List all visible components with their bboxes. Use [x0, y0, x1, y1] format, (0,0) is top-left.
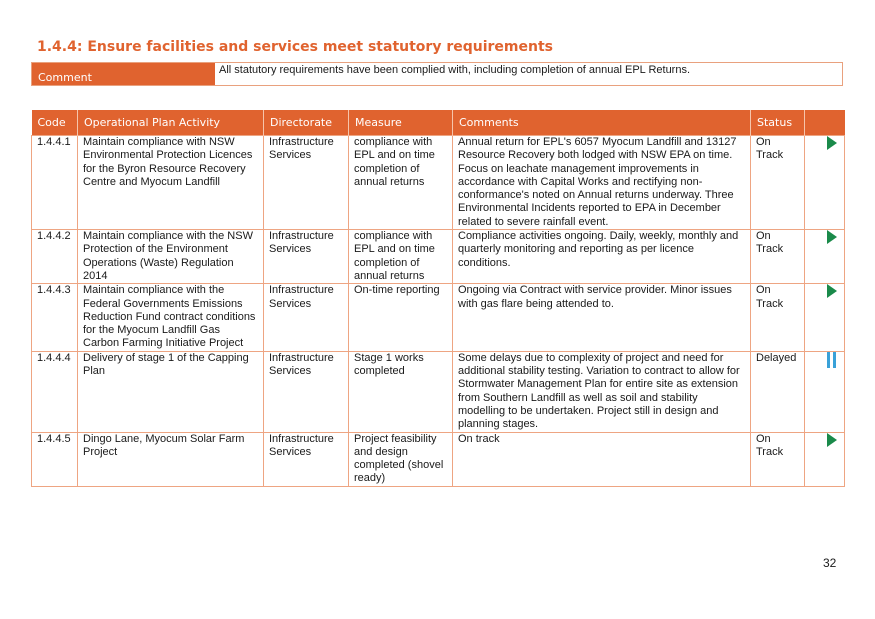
cell-measure: On-time reporting	[349, 284, 453, 351]
cell-status-icon	[805, 432, 845, 486]
col-header-status-icon	[805, 110, 845, 136]
cell-status-icon	[805, 136, 845, 230]
cell-status: On Track	[751, 284, 805, 351]
cell-code: 1.4.4.1	[32, 136, 78, 230]
cell-activity: Maintain compliance with the Federal Governments Emissions Reduction Fund contract conditions for the Myocum Landfill Gas Carbon Farming Initiative Project	[78, 284, 264, 351]
cell-directorate: Infrastructure Services	[264, 284, 349, 351]
page-number: 32	[823, 556, 837, 570]
cell-comments: Some delays due to complexity of project and need for additional stability testing. Variation to contract to allow for Stormwater Management Plan for entire site as extension from Southern Landfill as well as soil and stability modelling to be undertaken. Project still in design and planning stages.	[453, 351, 751, 432]
col-header-directorate: Directorate	[264, 110, 349, 136]
play-arrow-icon	[827, 433, 837, 447]
table-row	[32, 351, 845, 432]
table-row	[32, 136, 845, 230]
table-header-row	[32, 110, 845, 136]
play-arrow-icon	[827, 136, 837, 150]
cell-directorate: Infrastructure Services	[264, 230, 349, 284]
col-header-code: Code	[32, 110, 78, 136]
col-header-comments: Comments	[453, 110, 751, 136]
cell-status: On Track	[751, 432, 805, 486]
cell-status-icon	[805, 351, 845, 432]
cell-status-icon	[805, 230, 845, 284]
cell-measure: Project feasibility and design completed (shovel ready)	[349, 432, 453, 486]
pause-icon	[827, 352, 836, 368]
section-title: 1.4.4: Ensure facilities and services meet statutory requirements	[37, 39, 553, 55]
col-header-status: Status	[751, 110, 805, 136]
cell-comments: Ongoing via Contract with service provider. Minor issues with gas flare being attended to.	[453, 284, 751, 351]
cell-code: 1.4.4.3	[32, 284, 78, 351]
cell-directorate: Infrastructure Services	[264, 432, 349, 486]
cell-code: 1.4.4.4	[32, 351, 78, 432]
cell-directorate: Infrastructure Services	[264, 351, 349, 432]
cell-status: On Track	[751, 230, 805, 284]
cell-directorate: Infrastructure Services	[264, 136, 349, 230]
cell-activity: Dingo Lane, Myocum Solar Farm Project	[78, 432, 264, 486]
cell-activity: Maintain compliance with the NSW Protection of the Environment Operations (Waste) Regulation 2014	[78, 230, 264, 284]
play-arrow-icon	[827, 284, 837, 298]
comment-label: Comment	[32, 63, 215, 85]
cell-activity: Delivery of stage 1 of the Capping Plan	[78, 351, 264, 432]
col-header-activity: Operational Plan Activity	[78, 110, 264, 136]
cell-status: On Track	[751, 136, 805, 230]
cell-status-icon	[805, 284, 845, 351]
cell-status: Delayed	[751, 351, 805, 432]
cell-comments: On track	[453, 432, 751, 486]
comment-box	[31, 62, 843, 86]
cell-code: 1.4.4.5	[32, 432, 78, 486]
col-header-measure: Measure	[349, 110, 453, 136]
cell-comments: Compliance activities ongoing. Daily, weekly, monthly and quarterly monitoring and reporting as per licence conditions.	[453, 230, 751, 284]
cell-comments: Annual return for EPL's 6057 Myocum Landfill and 13127 Resource Recovery both lodged with NSW EPA on time. Focus on leachate management improvements in accordance with Capital Works and rectifying non-conformance's noted on Annual returns underway. Three Environmental Incidents reported to EPA in December related to severe rainfall event.	[453, 136, 751, 230]
table-row	[32, 230, 845, 284]
cell-code: 1.4.4.2	[32, 230, 78, 284]
cell-measure: compliance with EPL and on time completion of annual returns	[349, 136, 453, 230]
cell-measure: Stage 1 works completed	[349, 351, 453, 432]
table-row	[32, 432, 845, 486]
operational-plan-table	[31, 110, 845, 487]
play-arrow-icon	[827, 230, 837, 244]
comment-text: All statutory requirements have been complied with, including completion of annual EPL Returns.	[219, 64, 691, 76]
cell-measure: compliance with EPL and on time completion of annual returns	[349, 230, 453, 284]
cell-activity: Maintain compliance with NSW Environmental Protection Licences for the Byron Resource Recovery Centre and Myocum Landfill	[78, 136, 264, 230]
table-row	[32, 284, 845, 351]
